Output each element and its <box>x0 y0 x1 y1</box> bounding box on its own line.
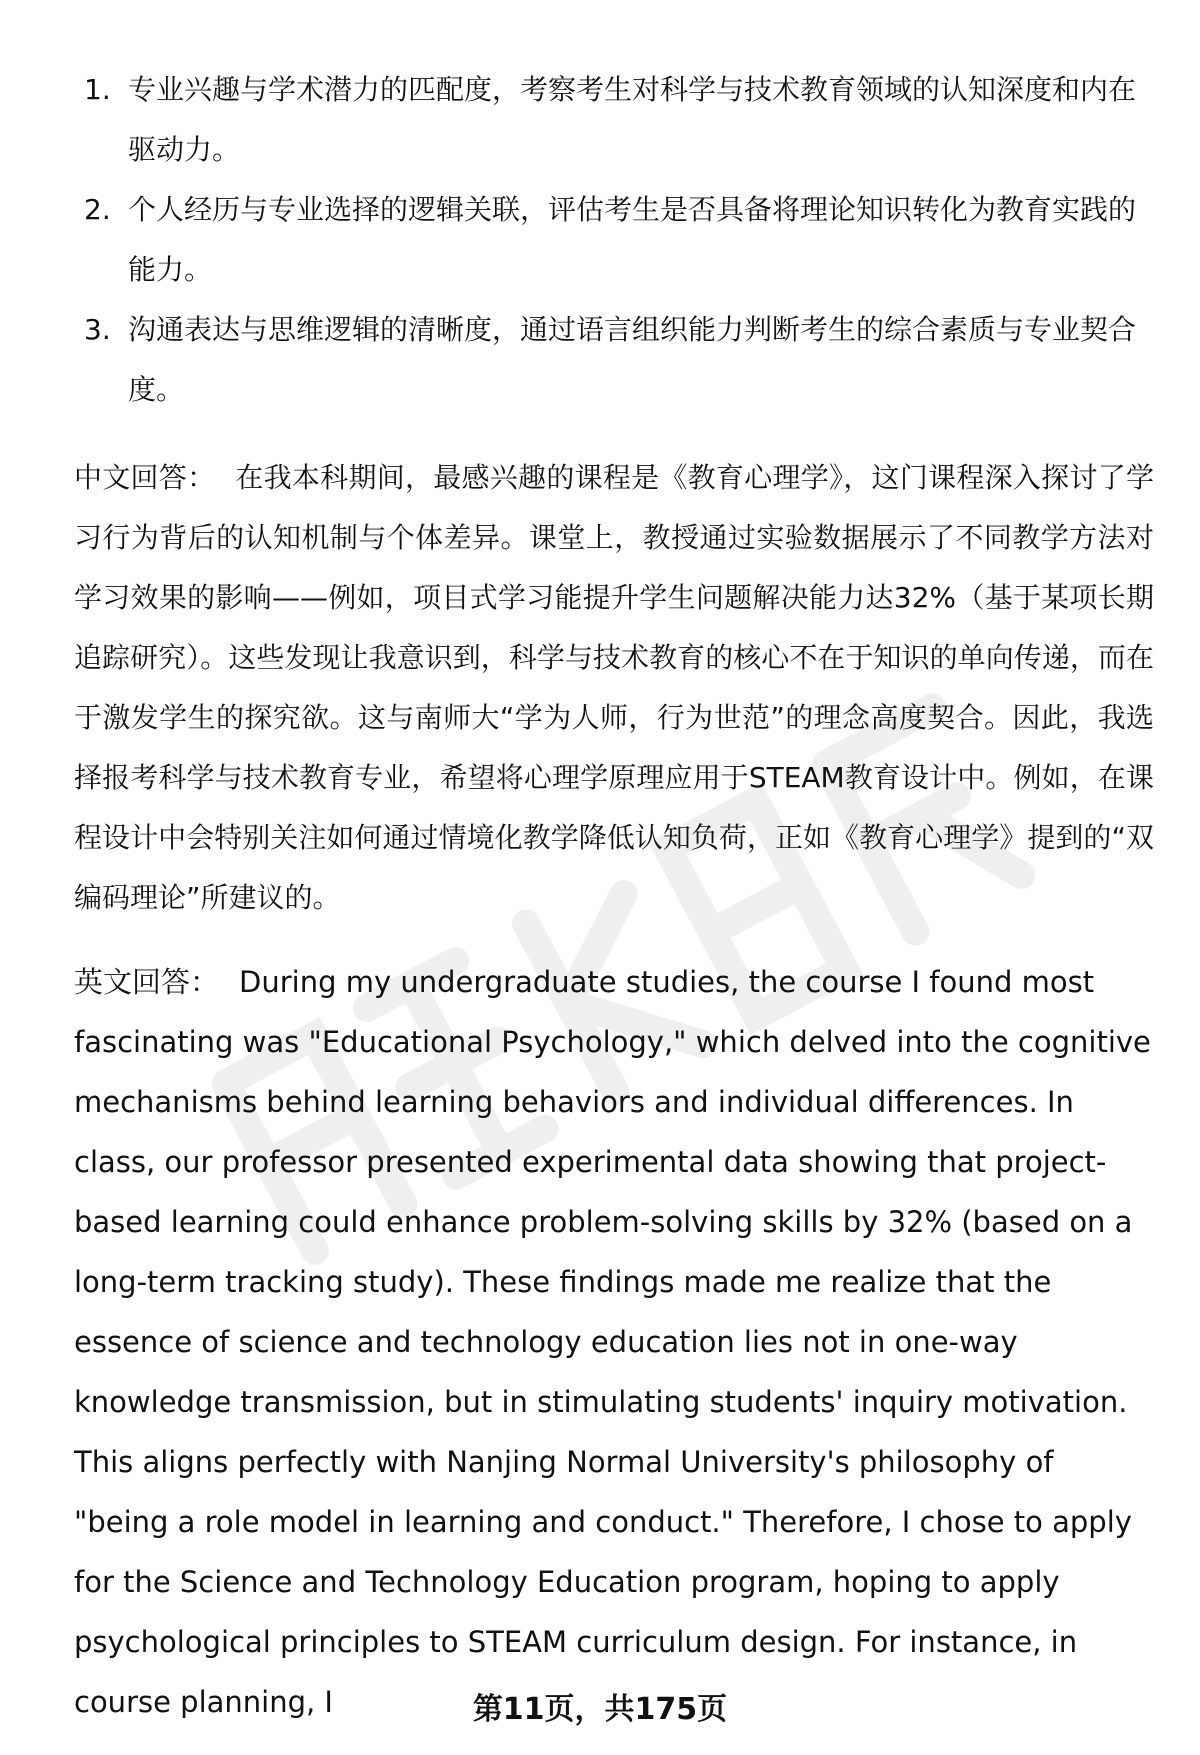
chinese-answer-text: 在我本科期间，最感兴趣的课程是《教育心理学》，这门课程深入探讨了学习行为背后的认知机制与个体差异。课堂上，教授通过实验数据展示了不同教学方法对学习效果的影响——例如，项目式学习能提升学生问题解决能力达32%（基于某项长期追踪研究）。这些发现让我意识到，科学与技术教育的核心不在于知识的单向传递，而在于激发学生的探究欲。这与南师大“学为人师，行为世范”的理念高度契合。因此，我选择报考科学与技术教育专业，希望将心理学原理应用于STEAM教育设计中。例如，在课程设计中会特别关注如何通过情境化教学降低认知负荷，正如《教育心理学》提到的“双编码理论”所建议的。 <box>74 461 1154 914</box>
english-answer-label: 英文回答： <box>74 965 220 999</box>
criteria-text: 个人经历与专业选择的逻辑关联，评估考生是否具备将理论知识转化为教育实践的能力。 <box>128 193 1137 286</box>
criteria-number: 3. <box>84 313 111 346</box>
criteria-item <box>74 60 1154 180</box>
criteria-number: 1. <box>84 73 111 106</box>
page-number-footer: 第11页，共175页 <box>472 1692 728 1727</box>
criteria-text: 专业兴趣与学术潜力的匹配度，考察考生对科学与技术教育领域的认知深度和内在驱动力。 <box>128 73 1137 166</box>
criteria-item <box>74 300 1154 420</box>
evaluation-criteria-list <box>74 60 1154 420</box>
criteria-text: 沟通表达与思维逻辑的清晰度，通过语言组织能力判断考生的综合素质与专业契合度。 <box>128 313 1137 406</box>
criteria-number: 2. <box>84 193 111 226</box>
criteria-item <box>74 180 1154 300</box>
english-answer-paragraph <box>74 952 1154 1732</box>
english-answer-text: During my undergraduate studies, the course I found most fascinating was "Educational Psychology," which delved into the cognitive mechanisms behind learning behaviors and individual differences. In class, our professor presented experimental data showing that project-based learning could enhance problem-solving skills by 32% (based on a long-term tracking study). These findings made me realize that the essence of science and technology education lies not in one-way knowledge transmission, but in stimulating students' inquiry motivation. This aligns perfectly with Nanjing Normal University's philosophy of "being a role model in learning and conduct." Therefore, I chose to apply for the Science and Technology Education program, hoping to apply psychological principles to STEAM curriculum design. For instance, in course planning, I <box>74 965 1151 1719</box>
chinese-answer-paragraph <box>74 448 1154 928</box>
chinese-answer-label: 中文回答： <box>74 461 216 494</box>
